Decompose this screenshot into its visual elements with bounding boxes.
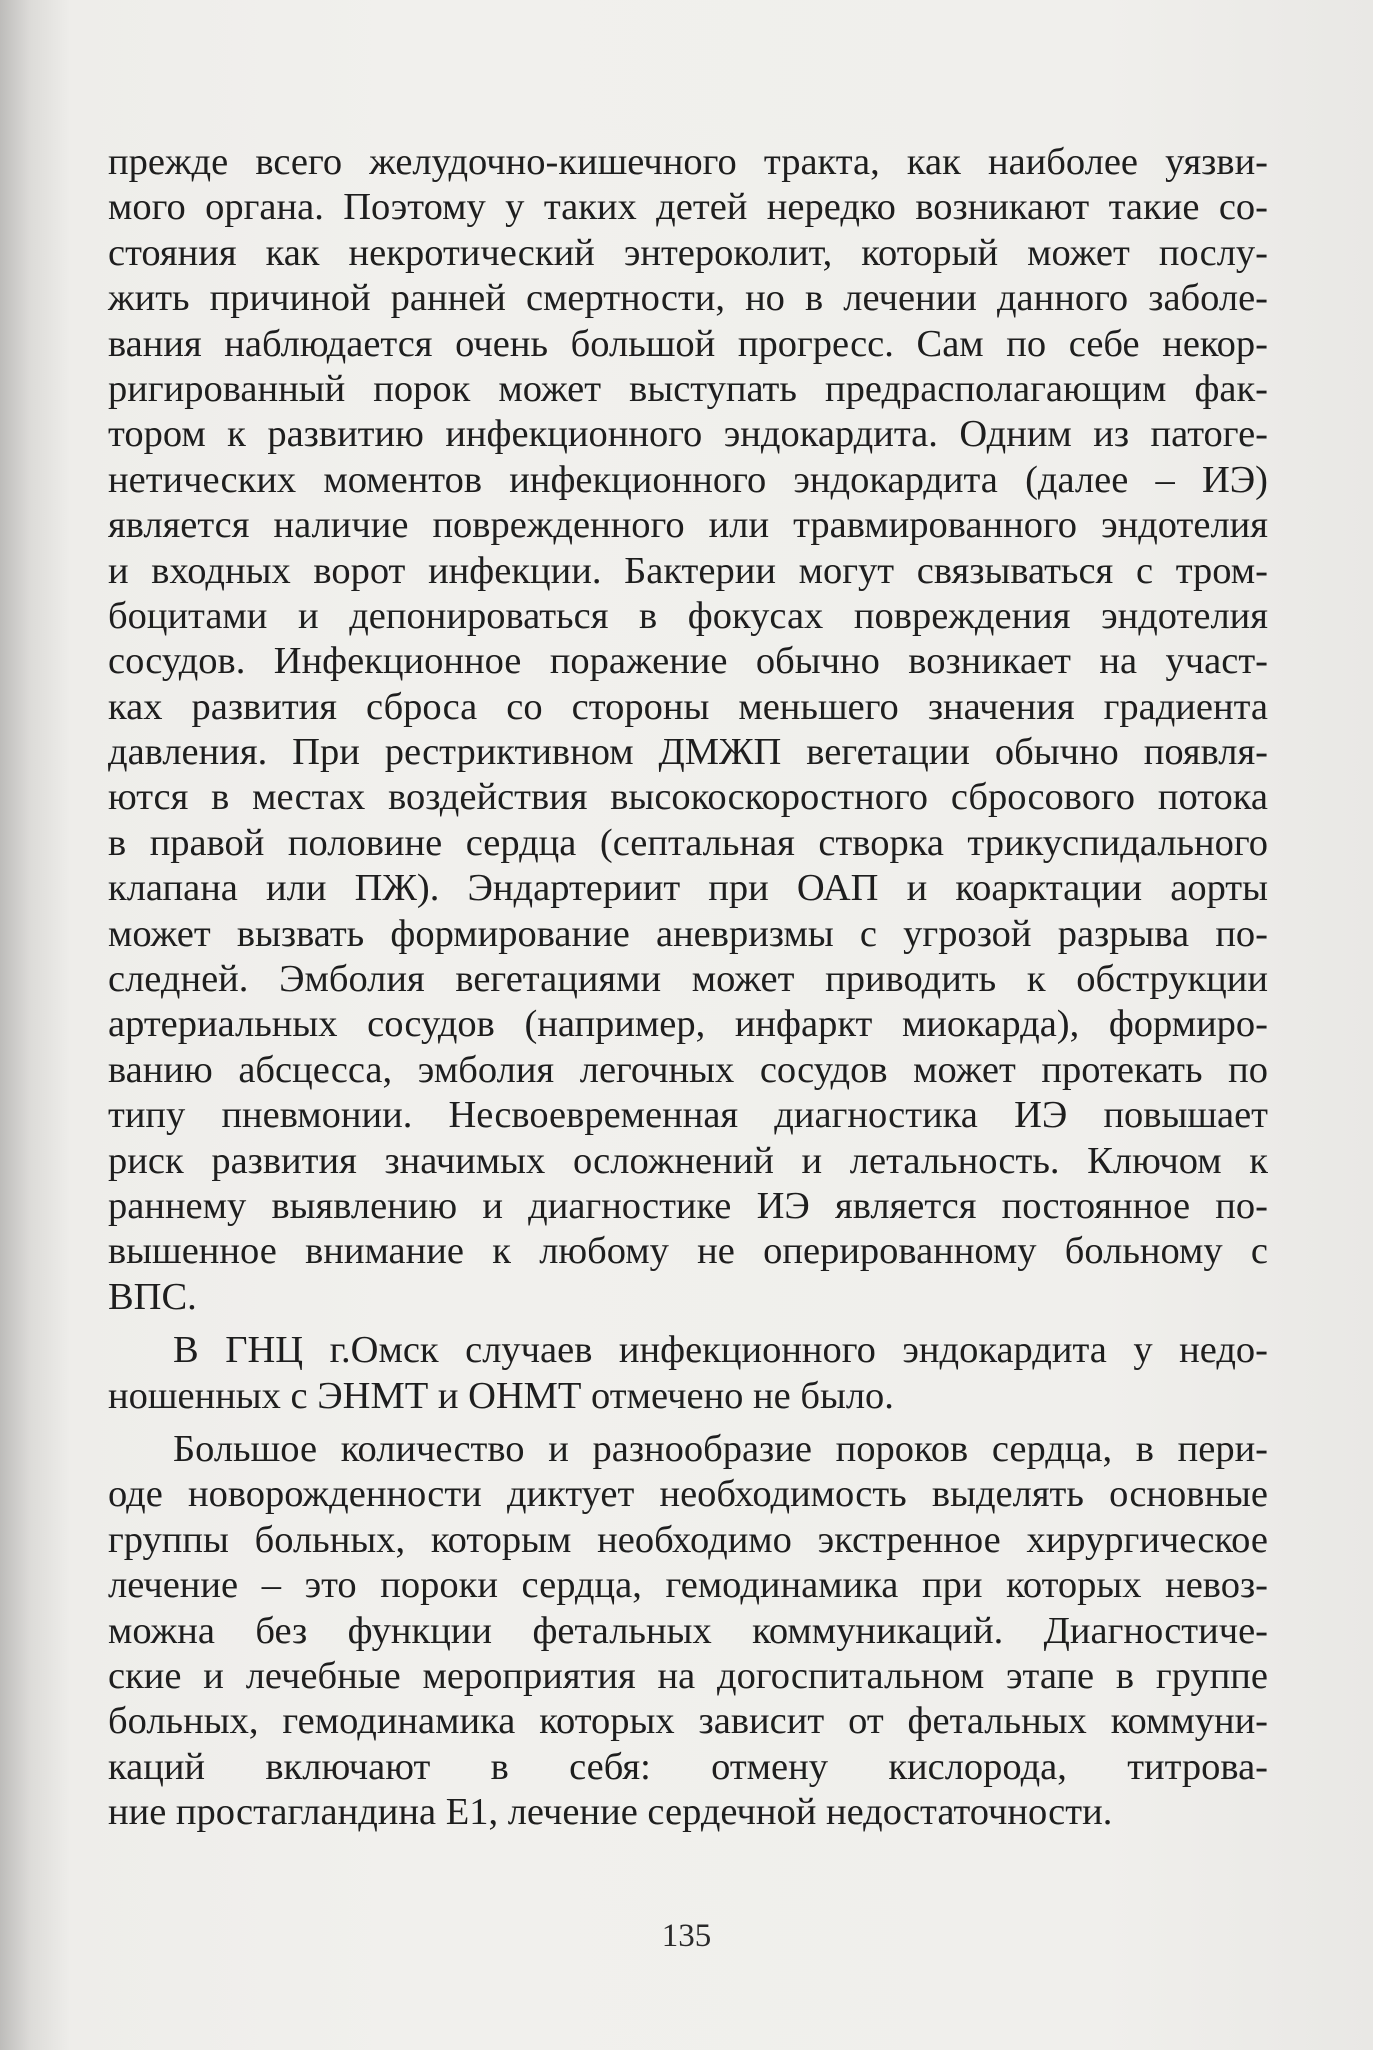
text-line: группы больных, которым необходимо экстренное хирургическое <box>108 1518 1268 1561</box>
text-line: ские и лечебные мероприятия на догоспитальном этапе в группе <box>108 1654 1268 1697</box>
text-line: жить причиной ранней смертности, но в лечении данного заболе- <box>108 277 1268 320</box>
text-line: давления. При рестриктивном ДМЖП вегетации обычно появля- <box>108 731 1268 774</box>
text-line: лечение – это пороки сердца, гемодинамика при которых невоз- <box>108 1564 1268 1607</box>
body-text <box>108 140 1268 1835</box>
text-line: является наличие поврежденного или травмированного эндотелия <box>108 504 1268 547</box>
text-line: прежде всего желудочно-кишечного тракта, как наиболее уязви- <box>108 141 1268 183</box>
text-line: раннему выявлению и диагностике ИЭ является постоянное по- <box>108 1184 1268 1227</box>
text-line: типу пневмонии. Несвоевременная диагностика ИЭ повышает <box>108 1094 1268 1137</box>
text-line: ванию абсцесса, эмболия легочных сосудов может протекать по <box>108 1048 1268 1091</box>
text-line: каций включают в себя: отмену кислорода, титрова- <box>108 1745 1268 1788</box>
text-line: ригированный порок может выступать предрасполагающим фак- <box>108 367 1268 410</box>
text-line: тором к развитию инфекционного эндокардита. Одним из патоге- <box>108 413 1268 456</box>
text-line: боцитами и депонироваться в фокусах повреждения эндотелия <box>108 594 1268 637</box>
text-line: стояния как некротический энтероколит, который может послу- <box>108 231 1268 274</box>
text-line: ние простагландина Е1, лечение сердечной недостаточности. <box>108 1791 1113 1834</box>
paragraph-2 <box>108 1328 1268 1419</box>
text-line: артериальных сосудов (например, инфаркт миокарда), формиро- <box>108 1003 1268 1046</box>
text-line: вания наблюдается очень большой прогресс. Сам по себе некор- <box>108 322 1268 365</box>
text-line: ношенных с ЭНМТ и ОНМТ отмечено не было. <box>108 1374 894 1417</box>
page-number: 135 <box>661 1918 712 1954</box>
text-line: сосудов. Инфекционное поражение обычно возникает на участ- <box>108 640 1268 683</box>
text-line: больных, гемодинамика которых зависит от фетальных коммуни- <box>108 1700 1268 1743</box>
paragraph-gap <box>108 1320 1268 1328</box>
text-line: ются в местах воздействия высокоскоростного сбросового потока <box>108 776 1268 819</box>
text-line: можна без функции фетальных коммуникаций. Диагностиче- <box>108 1609 1268 1652</box>
text-line: ВПС. <box>108 1275 197 1318</box>
paragraph-gap <box>108 1419 1268 1427</box>
text-line: в правой половине сердца (септальная створка трикуспидального <box>108 821 1268 864</box>
text-line: может вызвать формирование аневризмы с угрозой разрыва по- <box>108 912 1268 955</box>
text-line: вышенное внимание к любому не оперированному больному с <box>108 1230 1268 1273</box>
text-line: мого органа. Поэтому у таких детей нередко возникают такие со- <box>108 186 1268 229</box>
paragraph-3 <box>108 1427 1268 1836</box>
text-line: оде новорожденности диктует необходимость выделять основные <box>108 1473 1268 1516</box>
paragraph-1 <box>108 140 1268 1320</box>
text-line: и входных ворот инфекции. Бактерии могут связываться с тром- <box>108 549 1268 592</box>
text-line: клапана или ПЖ). Эндартериит при ОАП и коарктации аорты <box>108 867 1268 910</box>
text-line: следней. Эмболия вегетациями может приводить к обструкции <box>108 958 1268 1001</box>
text-line: Большое количество и разнообразие пороков сердца, в пери- <box>173 1427 1268 1470</box>
text-line: ках развития сброса со стороны меньшего значения градиента <box>108 685 1268 728</box>
text-line: В ГНЦ г.Омск случаев инфекционного эндокардита у недо- <box>173 1329 1268 1372</box>
text-line: нетических моментов инфекционного эндокардита (далее – ИЭ) <box>108 458 1268 501</box>
text-line: риск развития значимых осложнений и летальность. Ключом к <box>108 1139 1268 1182</box>
